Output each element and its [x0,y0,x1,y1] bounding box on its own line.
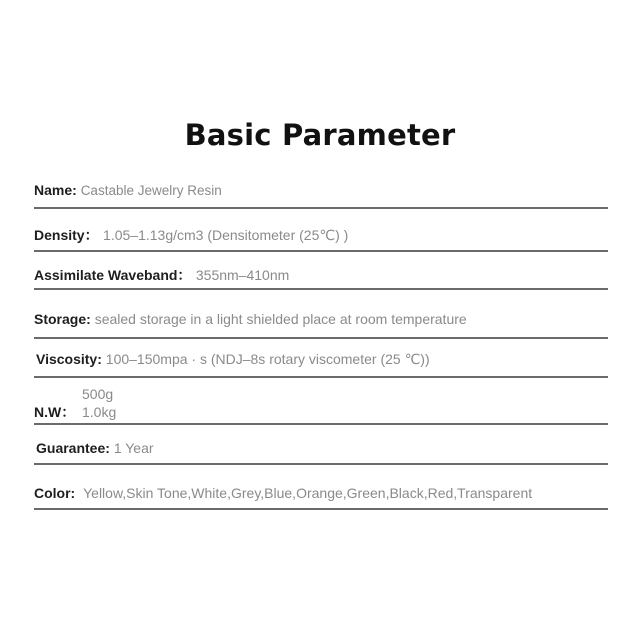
param-row-guarantee [36,440,608,458]
divider [34,288,608,290]
param-label: Density： [34,227,99,243]
param-value: 500g [82,386,114,402]
param-value: 100–150mpa · s (NDJ–8s rotary viscometer (25 ℃)) [105,351,430,367]
divider [34,423,608,425]
divider [34,463,608,465]
param-value: Yellow,Skin Tone,White,Grey,Blue,Orange,Green,Black,Red,Transparent [83,485,533,501]
divider [34,376,608,378]
param-label: N.W： [34,404,76,420]
param-label: Color: [34,485,80,501]
param-row-viscosity [36,351,608,369]
param-value: 1.0kg [82,404,117,420]
divider [34,337,608,339]
param-label: Assimilate Waveband： [34,267,192,283]
param-row-name [34,182,608,200]
param-value: Castable Jewelry Resin [80,183,222,198]
param-label: Guarantee: [36,440,114,456]
param-value: 355nm–410nm [195,267,290,283]
divider [34,250,608,252]
divider [34,207,608,209]
param-row-color [34,485,608,503]
param-value: sealed storage in a light shielded place at room temperature [94,311,467,327]
param-label: Viscosity: [36,351,106,367]
param-row-storage [34,311,608,329]
param-value: 1 Year [113,440,154,456]
param-row-waveband [34,265,608,285]
param-label: Storage: [34,311,95,327]
page-title: Basic Parameter [184,118,456,152]
param-value: 1.05–1.13g/cm3 (Densitometer (25℃) ) [103,227,349,243]
param-row-density [34,225,608,245]
param-label: Name: [34,182,81,198]
divider [34,508,608,510]
